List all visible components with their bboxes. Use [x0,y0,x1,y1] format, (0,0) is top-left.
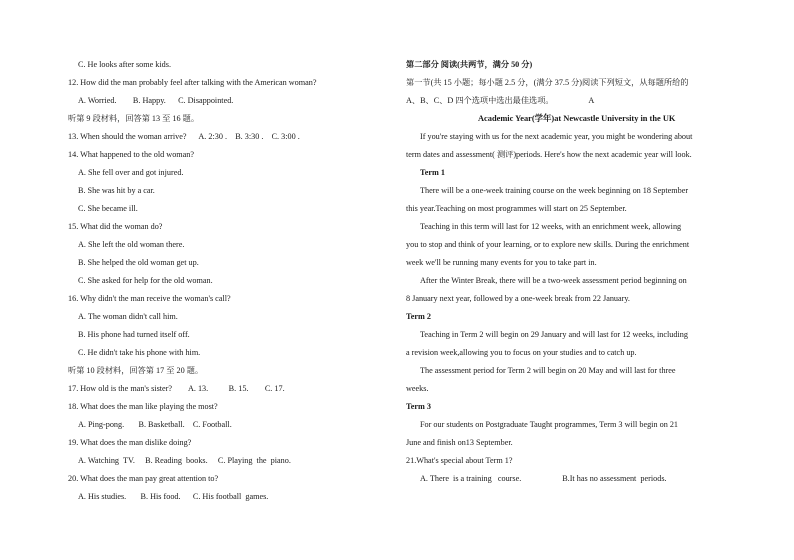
question-line: 20. What does the man pay great attention to? [68,474,219,483]
passage-title: Academic Year(学年)at Newcastle University in the UK [478,114,676,123]
option-line: C. She asked for help for the old woman. [78,276,213,285]
option-line: A. She left the old woman there. [78,240,185,249]
passage-line: Teaching in this term will last for 12 weeks, with an enrichment week, allowing [420,222,682,231]
term-heading: Term 1 [420,168,445,177]
question-line: 16. Why didn't the man receive the woman's call? [68,294,231,303]
option-line: A. Watching TV. B. Reading books. C. Playing the piano. [78,456,291,465]
passage-line: The assessment period for Term 2 will begin on 20 May and will last for three [420,366,676,375]
section-instruction: A、B、C、D 四个选项中选出最佳选项。 A [406,96,595,105]
question-line: 12. How did the man probably feel after talking with the American woman? [68,78,317,87]
passage-line: a revision week,allowing you to focus on your studies and to catch up. [406,348,637,357]
question-line: 17. How old is the man's sister? A. 13. B. 15. C. 17. [68,384,285,393]
option-line: B. She helped the old woman get up. [78,258,199,267]
question-line: 21.What's special about Term 1? [406,456,513,465]
passage-line: Teaching in Term 2 will begin on 29 January and will last for 12 weeks, including [420,330,688,339]
option-line: A. There is a training course. B.It has no assessment periods. [420,474,667,483]
section-instruction: 听第 10 段材料，回答第 17 至 20 题。 [68,366,204,375]
passage-line: For our students on Postgraduate Taught programmes, Term 3 will begin on 21 [420,420,679,429]
passage-line: week we'll be running many events for you to take part in. [406,258,597,267]
option-line: A. His studies. B. His food. C. His football games. [78,492,269,501]
passage-line: 8 January next year, followed by a one-week break from 22 January. [406,294,630,303]
passage-line: term dates and assessment( 测评)periods. Here's how the next academic year will look. [406,150,692,159]
question-line: 13. When should the woman arrive? A. 2:30 . B. 3:30 . C. 3:00 . [68,132,300,141]
option-line: B. She was hit by a car. [78,186,155,195]
question-line: 14. What happened to the old woman? [68,150,195,159]
option-line: C. He didn't take his phone with him. [78,348,201,357]
passage-line: If you're staying with us for the next academic year, you might be wondering about [420,132,693,141]
option-line: A. Worried. B. Happy. C. Disappointed. [78,96,234,105]
passage-line: There will be a one-week training course on the week beginning on 18 September [420,186,689,195]
option-line: C. She became ill. [78,204,138,213]
passage-line: you to stop and think of your learning, or to explore new skills. During the enrichment [406,240,690,249]
option-line: A. She fell over and got injured. [78,168,184,177]
option-line: A. Ping-pong. B. Basketball. C. Football. [78,420,232,429]
passage-line: this year.Teaching on most programmes will start on 25 September. [406,204,627,213]
option-line: C. He looks after some kids. [78,60,172,69]
part-heading: 第二部分 阅读(共两节，满分 50 分) [406,60,533,69]
passage-line: After the Winter Break, there will be a two-week assessment period beginning on [420,276,687,285]
passage-line: June and finish on13 September. [406,438,513,447]
option-line: B. His phone had turned itself off. [78,330,190,339]
question-line: 19. What does the man dislike doing? [68,438,192,447]
term-heading: Term 2 [406,312,431,321]
option-line: A. The woman didn't call him. [78,312,178,321]
section-instruction: 第一节(共 15 小题；每小题 2.5 分，(满分 37.5 分)阅读下列短文，从每题所给的 [406,78,689,87]
question-line: 15. What did the woman do? [68,222,163,231]
passage-line: weeks. [406,384,429,393]
term-heading: Term 3 [406,402,431,411]
section-instruction: 听第 9 段材料，回答第 13 至 16 题。 [68,114,200,123]
question-line: 18. What does the man like playing the most? [68,402,218,411]
